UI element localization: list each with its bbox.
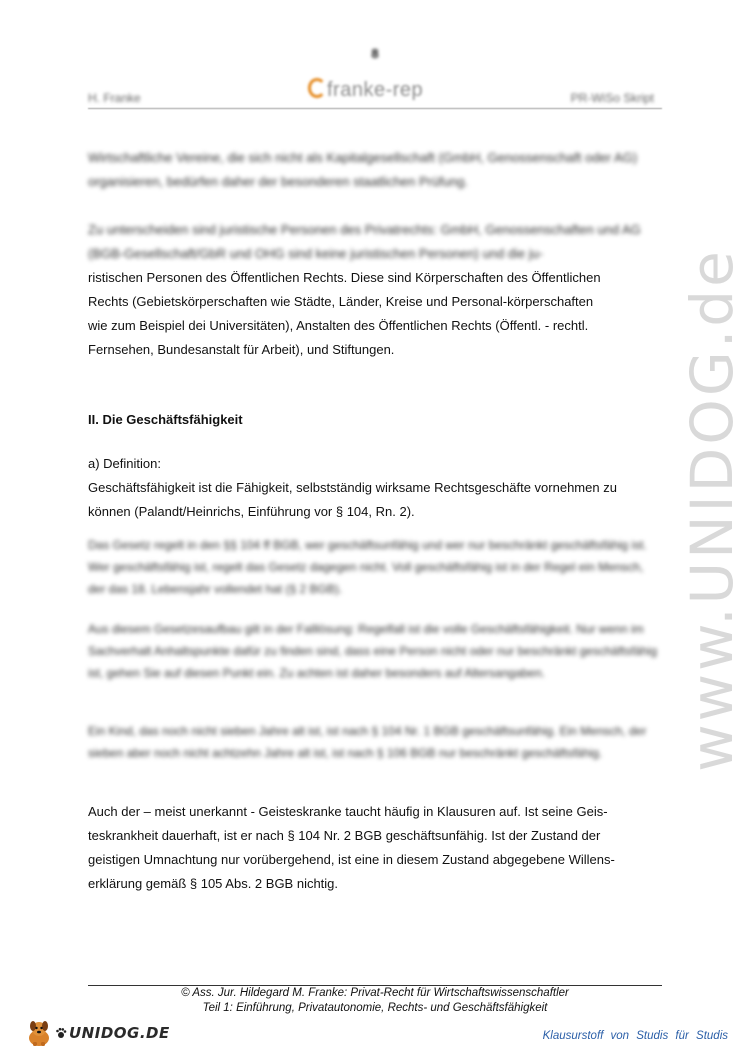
logo-text: franke-rep (327, 79, 424, 101)
text-line: Geschäftsfähigkeit ist die Fähigkeit, selbstständig wirksame Rechtsgeschäfte vornehmen zu (88, 480, 617, 495)
header-divider (88, 108, 662, 109)
paragraph-kind: Ein Kind, das noch nicht sieben Jahre alt ist, ist nach § 104 Nr. 1 BGB geschäftsunfähig. Ein Mensch, der sieben aber noch nicht achtzehn Jahre alt ist, ist nach § 106 BGB nur beschränkt geschäftsfähig. (88, 724, 647, 760)
text-line: können (Palandt/Heinrichs, Einführung vor § 104, Rn. 2). (88, 504, 415, 519)
paragraph-geisteskranke (88, 800, 662, 896)
footer-copyright: © Ass. Jur. Hildegard M. Franke: Privat-Recht für Wirtschaftswissenschaftler (181, 987, 569, 999)
paragraph-vereine: Wirtschaftliche Vereine, die sich nicht als Kapitalgesellschaft (GmbH, Genossenschaft oder AG) organisieren, bedürfen daher der besonderen staatlichen Prüfung. (88, 150, 638, 189)
definition-block (88, 452, 662, 524)
unidog-logo[interactable] (24, 1018, 170, 1048)
header-author: H. Franke (88, 91, 141, 105)
dog-icon (24, 1018, 54, 1048)
footer-part-title: Teil 1: Einführung, Privatautonomie, Rechts- und Geschäftsfähigkeit (202, 1002, 548, 1014)
text-line: geistigen Umnachtung nur vorübergehend, ist eine in diesem Zustand abgegebene Willens- (88, 852, 615, 867)
unidog-logo-text: UNIDOG.DE (69, 1024, 170, 1042)
text-line: erklärung gemäß § 105 Abs. 2 BGB nichtig. (88, 876, 339, 891)
text-line: teskrankheit dauerhaft, ist er nach § 104 Nr. 2 BGB geschäftsunfähig. Ist der Zustand der (88, 828, 601, 843)
text-line: Fernsehen, Bundesanstalt für Arbeit), und Stiftungen. (88, 342, 395, 357)
paragraph-juristische-personen (88, 266, 662, 362)
text-line: ristischen Personen des Öffentlichen Rechts. Diese sind Körperschaften des Öffentlichen (88, 270, 601, 285)
logo-swirl-icon (308, 78, 326, 98)
section-heading: II. Die Geschäftsfähigkeit (88, 412, 243, 427)
footer-divider (88, 985, 662, 986)
text-line: Rechts (Gebietskörperschaften wie Städte, Länder, Kreise und Personal-körperschaften (88, 294, 594, 309)
watermark: www.UNIDOG.de (678, 248, 746, 772)
paw-icon (55, 1027, 67, 1039)
paragraph-juristische-personen-blurred: Zu unterscheiden sind juristische Personen des Privatrechts: GmbH, Genossenschaften und AG (BGB-Gesellschaft/GbR und OHG sind keine juristischen Personen) und die ju- (88, 222, 641, 261)
text-line: wie zum Beispiel dei Universitäten), Anstalten des Öffentlichen Rechts (Öffentl. - rechtl. (88, 318, 589, 333)
header-script-title: PR-WiSo Skript (570, 91, 654, 105)
paragraph-falllosung: Aus diesem Gesetzesaufbau gilt in der Falllösung: Regelfall ist die volle Geschäftsfähigkeit. Nur wenn im Sachverhalt Anhaltspunkte dafür zu finden sind, dass eine Person nicht oder nur beschränkt geschäftsfähig ist, gehen Sie auf diesen Punkt ein. Zu achten ist daher besonders auf Altersangaben. (88, 622, 658, 680)
footer-tagline: Klausurstoff von Studis für Studis (542, 1030, 728, 1042)
franke-rep-logo (308, 78, 423, 102)
definition-label: a) Definition: (88, 456, 161, 471)
text-line: Auch der – meist unerkannt - Geisteskranke taucht häufig in Klausuren auf. Ist seine Geis- (88, 804, 608, 819)
paragraph-gesetz: Das Gesetz regelt in den §§ 104 ff BGB, wer geschäftsunfähig und wer nur beschränkt geschäftsfähig ist. Wer geschäftsfähig ist, regelt das Gesetz dagegen nicht. Voll geschäftsfähig ist in der Regel ein Mensch, der das 18. Lebensjahr vollendet hat (§ 2 BGB). (88, 538, 647, 596)
page-number: 8 (371, 46, 379, 61)
